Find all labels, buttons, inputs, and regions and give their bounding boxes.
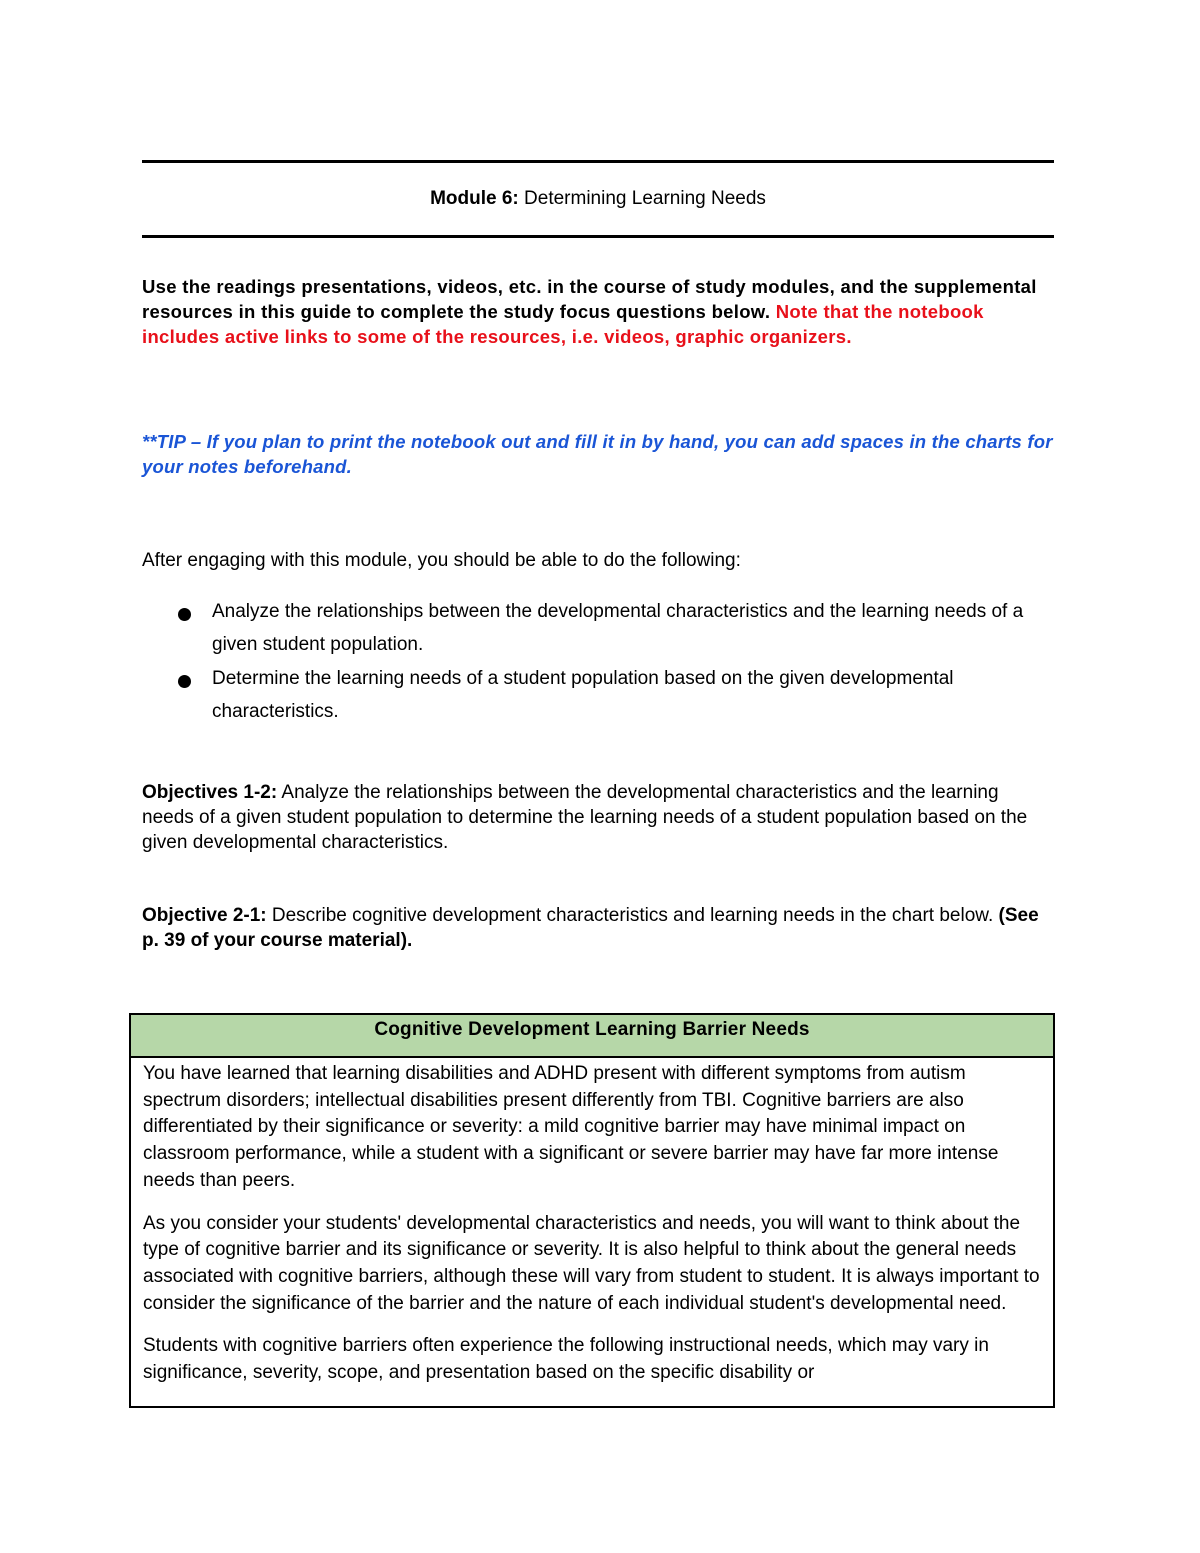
cognitive-barrier-table bbox=[129, 1013, 1055, 1408]
bullet-icon bbox=[178, 608, 191, 621]
table-body bbox=[131, 1058, 1053, 1387]
table-paragraph: As you consider your students' developmental characteristics and needs, you will want to think about the type of cognitive barrier and its significance or severity. It is also helpful to think about the general needs associated with cognitive barriers, although these will vary from student to student. It is always important to consider the significance of the barrier and the nature of each individual student's developmental need. bbox=[143, 1212, 1040, 1314]
bullet-icon bbox=[178, 675, 191, 688]
after-engaging-text: After engaging with this module, you should be able to do the following: bbox=[142, 550, 741, 571]
tip-paragraph: **TIP – If you plan to print the notebook out and fill it in by hand, you can add spaces in the charts for your notes beforehand. bbox=[142, 431, 1053, 477]
goal-text: Determine the learning needs of a student population based on the given developmental characteristics. bbox=[212, 668, 954, 722]
objective-text: Analyze the relationships between the developmental characteristics and the learning needs of a given student population to determine the learning needs of a student population based on the given developmental characteristics. bbox=[142, 782, 1028, 853]
top-divider bbox=[142, 160, 1054, 163]
document-page bbox=[142, 140, 1054, 953]
objective-reference: (See p. 39 of your course material). bbox=[142, 905, 1039, 951]
table-heading: Cognitive Development Learning Barrier Needs bbox=[131, 1015, 1053, 1058]
table-paragraph: You have learned that learning disabilities and ADHD present with different symptoms from autism spectrum disorders; intellectual disabilities present differently from TBI. Cognitive barriers are also differentiated by their significance or severity: a mild cognitive barrier may have minimal impact on classroom performance, while a student with a significant or severe barrier may have far more intense needs than peers. bbox=[143, 1063, 999, 1191]
module-title: Determining Learning Needs bbox=[518, 188, 766, 209]
module-label: Module 6: bbox=[430, 188, 519, 209]
objective-label: Objective 2-1: bbox=[142, 905, 267, 926]
table-paragraph: Students with cognitive barriers often experience the following instructional needs, which may vary in significance, severity, scope, and presentation based on the specific disability or bbox=[143, 1335, 989, 1384]
intro-bold-text: Use the readings presentations, videos, etc. in the course of study modules, and the supplemental resources in this guide to complete the study focus questions below. bbox=[142, 276, 1037, 322]
objective-label: Objectives 1-2: bbox=[142, 782, 278, 803]
objective-text: Describe cognitive development characteristics and learning needs in the chart below. bbox=[266, 905, 999, 926]
intro-paragraph bbox=[142, 274, 1054, 349]
intro-note-text: Note that the notebook includes active links to some of the resources, i.e. videos, graphic organizers. bbox=[142, 301, 984, 347]
list-item bbox=[142, 662, 1054, 728]
page-title bbox=[142, 187, 1054, 211]
goal-text: Analyze the relationships between the developmental characteristics and the learning needs of a given student population. bbox=[212, 601, 1024, 655]
objective-2-1 bbox=[142, 903, 1054, 953]
bottom-divider bbox=[142, 235, 1054, 238]
list-item bbox=[142, 595, 1054, 661]
goals-list bbox=[142, 595, 1054, 728]
objective-1-2 bbox=[142, 780, 1054, 855]
